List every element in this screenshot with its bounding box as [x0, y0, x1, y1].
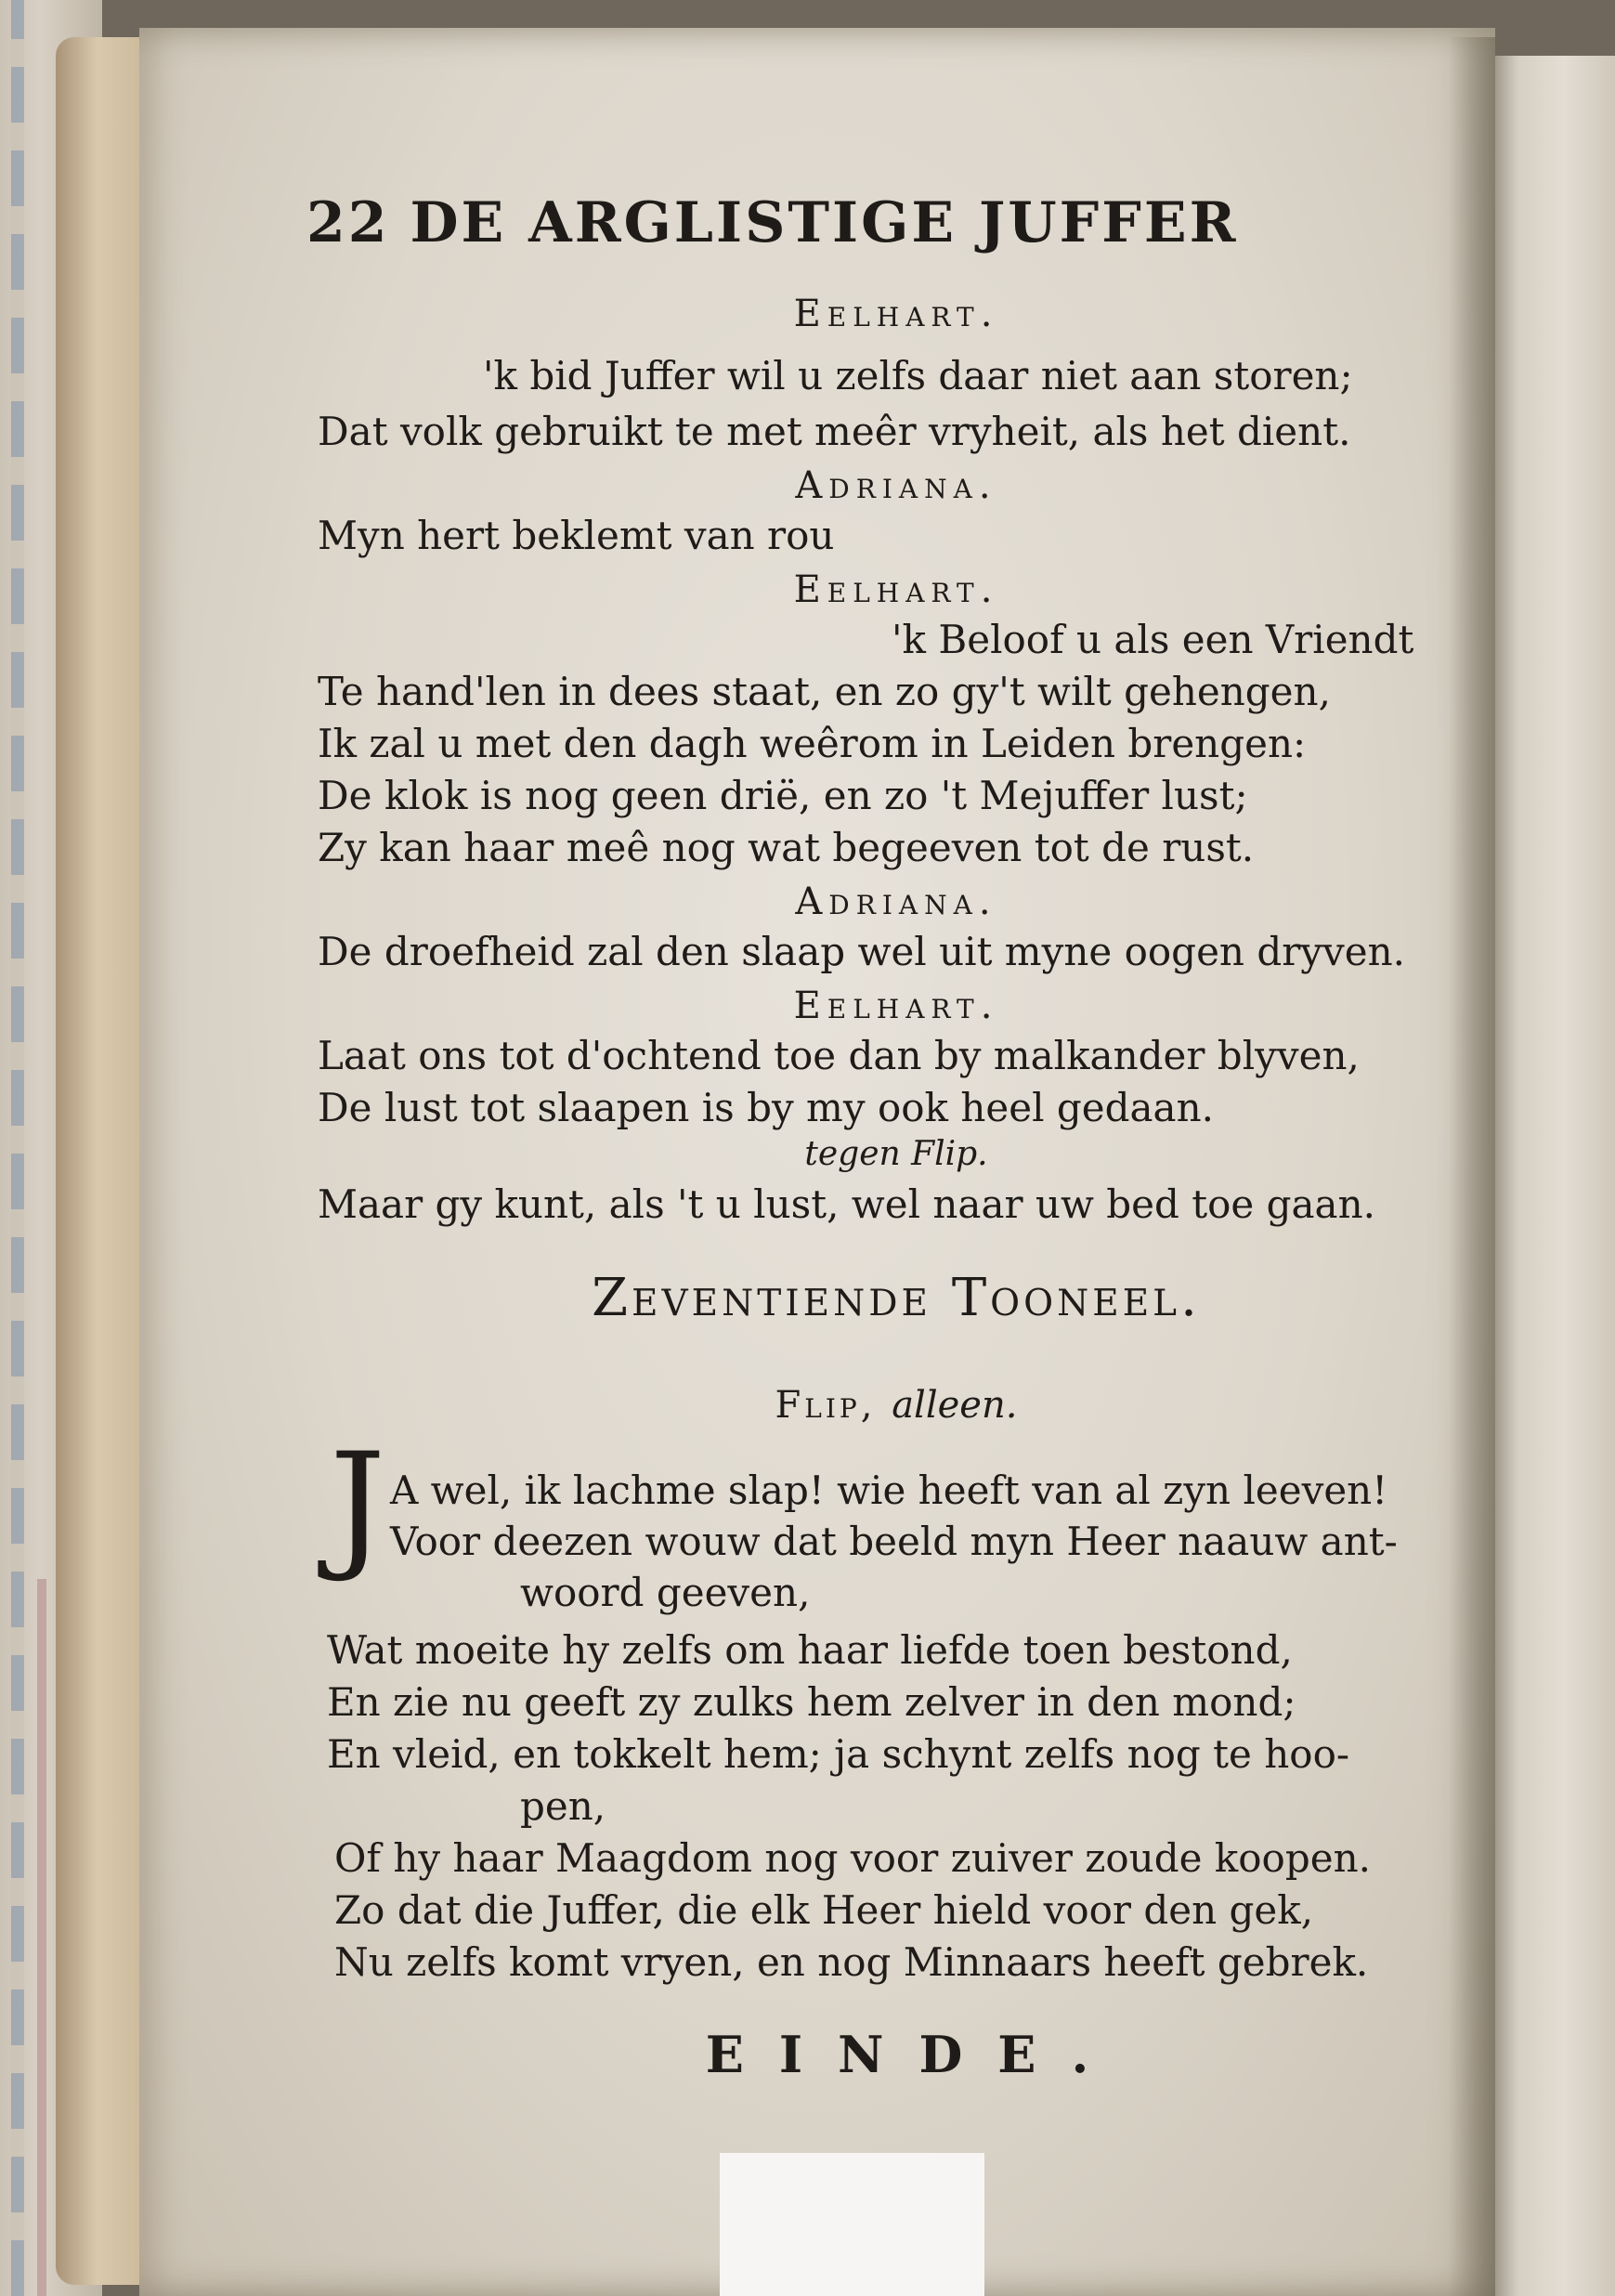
speaker-name: Eelhart.: [793, 568, 999, 611]
redaction-patch: [720, 2153, 984, 2296]
verse-line: 'k Beloof u als een Vriendt: [892, 617, 1414, 662]
running-head: [306, 190, 1238, 255]
verse-line: Te hand'len in dees staat, en zo gy't wilt gehengen,: [318, 669, 1331, 714]
verse-line: Wat moeite hy zelfs om haar liefde toen bestond,: [327, 1627, 1293, 1673]
page-number: 22: [306, 190, 390, 255]
scene-speaker-line: [316, 1384, 1477, 1427]
verse-line: Myn hert beklemt van rou: [318, 513, 835, 558]
verse-line: pen,: [520, 1783, 606, 1829]
cloth-pattern-stripe-red: [37, 1579, 46, 2296]
verse-line: Dat volk gebruikt te met meêr vryheit, als het dient.: [318, 409, 1351, 454]
speaker-name: Eelhart.: [793, 985, 999, 1027]
verse-line: De droefheid zal den slaap wel uit myne oogen dryven.: [318, 929, 1405, 974]
verse-line: En zie nu geeft zy zulks hem zelver in den mond;: [327, 1679, 1296, 1725]
speaker-name: Eelhart.: [793, 293, 999, 335]
drop-cap: J: [330, 1424, 386, 1585]
scene-speaker: Flip,: [775, 1384, 877, 1427]
verse-line: A wel, ik lachme slap! wie heeft van al zyn leeven!: [390, 1468, 1388, 1513]
verse-line: Maar gy kunt, als 't u lust, wel naar uw bed toe gaan.: [318, 1181, 1375, 1227]
cloth-pattern-stripe: [11, 0, 24, 2296]
facing-page-edge: [1486, 56, 1615, 2296]
verse-line: De klok is nog geen drië, en zo 't Mejuffer lust;: [318, 773, 1248, 818]
running-head-title: DE ARGLISTIGE JUFFER: [410, 190, 1239, 255]
verse-line: En vleid, en tokkelt hem; ja schynt zelfs nog te hoo-: [327, 1731, 1350, 1777]
verse-line: Of hy haar Maagdom nog voor zuiver zoude koopen.: [334, 1835, 1371, 1881]
speaker-name: Adriana.: [795, 464, 997, 507]
scene-title: Zeventiende Tooneel.: [592, 1268, 1201, 1328]
verse-line: woord geeven,: [520, 1570, 811, 1615]
end-mark: EINDE.: [705, 2025, 1125, 2084]
verse-line: Zy kan haar meê nog wat begeeven tot de rust.: [318, 825, 1255, 870]
verse-line: Laat ons tot d'ochtend toe dan by malkander blyven,: [318, 1033, 1360, 1078]
speaker-name: Adriana.: [795, 881, 997, 923]
verse-line: Zo dat die Juffer, die elk Heer hield voor den gek,: [334, 1887, 1314, 1933]
verse-line: De lust tot slaapen is by my ook heel gedaan.: [318, 1085, 1214, 1130]
verse-line: Ik zal u met den dagh weêrom in Leiden brengen:: [318, 721, 1307, 766]
verse-line: Nu zelfs komt vryen, en nog Minnaars heeft gebrek.: [334, 1939, 1369, 1985]
verse-line: 'k bid Juffer wil u zelfs daar niet aan storen;: [483, 353, 1353, 398]
scene-speaker-note: alleen.: [892, 1384, 1018, 1427]
verse-line: Voor deezen wouw dat beeld myn Heer naauw ant-: [390, 1519, 1398, 1564]
stage-direction: tegen Flip.: [804, 1135, 988, 1173]
